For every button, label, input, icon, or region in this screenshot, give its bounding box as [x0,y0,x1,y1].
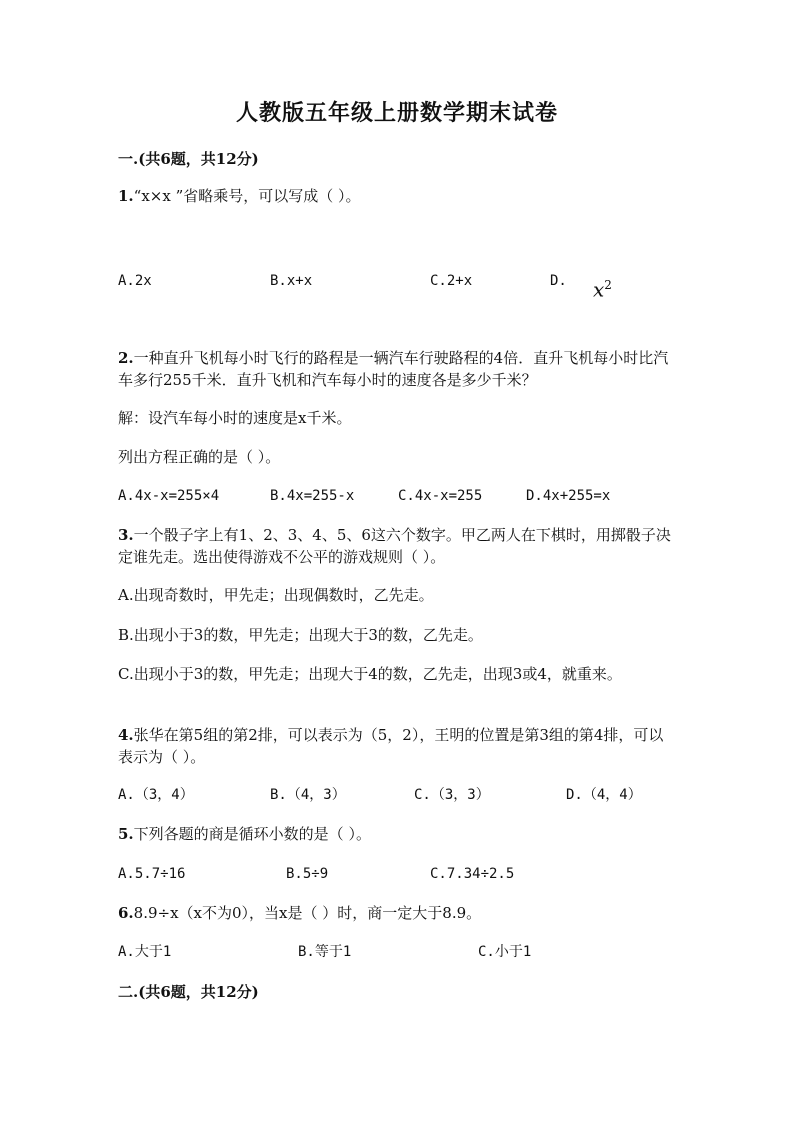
option-a[interactable]: A.大于1 [118,944,172,960]
question-2-options [118,485,678,507]
option-d-base: x [593,277,605,302]
question-3-option-c[interactable]: C.出现小于3的数，甲先走；出现大于4的数，乙先走，出现3或4，就重来。 [118,665,622,683]
question-3-option-a[interactable]: A.出现奇数时，甲先走；出现偶数时，乙先走。 [118,586,434,604]
question-1 [118,185,678,207]
option-b[interactable]: B.5÷9 [286,866,329,882]
question-3 [118,524,678,568]
question-1-options [118,270,678,302]
option-c[interactable]: C.7.34÷2.5 [430,866,515,882]
question-text: 下列各题的商是循环小数的是（ ）。 [133,825,371,843]
question-4-options [118,784,678,806]
question-number: 6. [118,904,134,922]
option-a[interactable]: A.4x-x=255×4 [118,488,220,504]
option-b[interactable]: B.等于1 [298,944,352,960]
option-b[interactable]: B.（4，3） [270,787,346,803]
question-2-ask: 列出方程正确的是（ ）。 [118,448,281,466]
section-heading-2: 二.(共6题，共12分) [118,983,259,1001]
question-text: 张华在第5组的第2排，可以表示为（5，2），王明的位置是第3组的第4排，可以表示为（ ）。 [118,726,664,766]
question-2-solve: 解：设汽车每小时的速度是x千米。 [118,409,352,427]
option-a[interactable]: A.5.7÷16 [118,866,186,882]
question-number: 4. [118,726,134,744]
option-c[interactable]: C.4x-x=255 [398,488,483,504]
question-3-option-b[interactable]: B.出现小于3的数，甲先走；出现大于3的数，乙先走。 [118,626,483,644]
option-b[interactable]: B.x+x [270,273,313,289]
question-text: 8.9÷x（x不为0），当x是（ ）时，商一定大于8.9。 [133,904,482,922]
question-6-options [118,941,678,963]
option-d[interactable]: D.（4，4） [566,787,642,803]
page-title: 人教版五年级上册数学期末试卷 [235,100,558,126]
question-number: 5. [118,825,134,843]
question-text: “x×x ”省略乘号，可以写成（ ）。 [133,187,361,205]
section-heading-1: 一.(共6题，共12分) [118,150,259,168]
option-a[interactable]: A.（3，4） [118,787,194,803]
question-text: 一个骰子字上有1、2、3、4、5、6这六个数字。甲乙两人在下棋时，用掷骰子决定谁先走。选出使得游戏不公平的游戏规则（ ）。 [118,526,671,566]
question-2 [118,347,678,391]
option-d-expression [593,274,612,301]
option-b[interactable]: B.4x=255-x [270,488,355,504]
question-number: 1. [118,187,134,205]
option-d-exponent: 2 [604,278,612,292]
question-4 [118,724,678,768]
option-c[interactable]: C.（3，3） [414,787,490,803]
option-d[interactable]: D.4x+255=x [526,488,611,504]
option-a[interactable]: A.2x [118,273,152,289]
question-5-options [118,863,678,885]
question-text: 一种直升飞机每小时飞行的路程是一辆汽车行驶路程的4倍．直升飞机每小时比汽车多行255千米．直升飞机和汽车每小时的速度各是多少千米？ [118,349,669,389]
question-number: 3. [118,526,134,544]
question-6 [118,902,678,924]
option-c[interactable]: C.小于1 [478,944,532,960]
option-d[interactable]: D. [550,273,567,289]
option-c[interactable]: C.2+x [430,273,473,289]
question-number: 2. [118,349,134,367]
question-5 [118,823,678,845]
